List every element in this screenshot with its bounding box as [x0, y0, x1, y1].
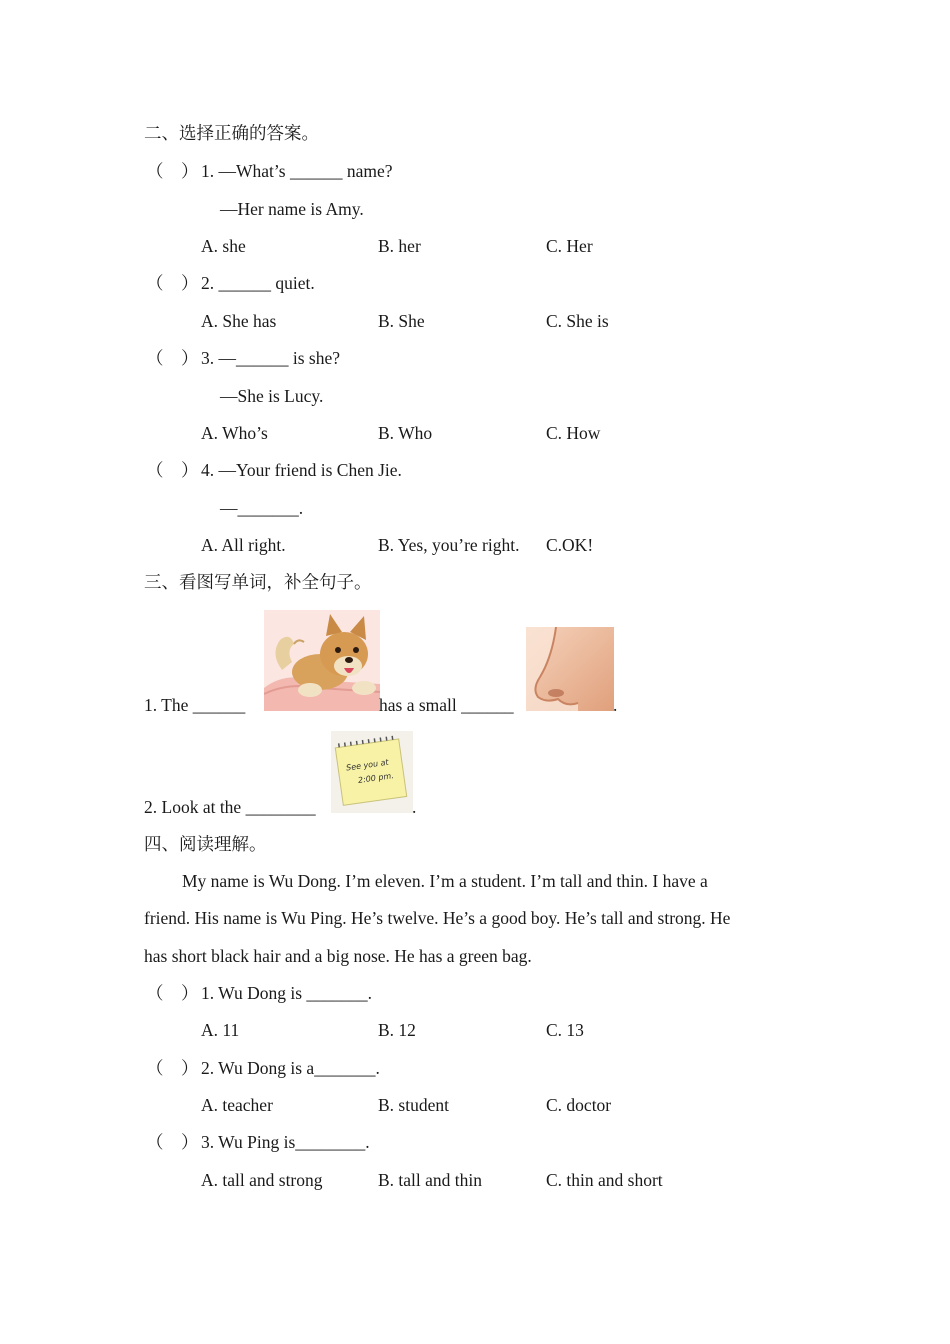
option-c: C.OK!	[546, 535, 594, 555]
option-a: A. All right.	[201, 535, 286, 555]
option-b: B. student	[378, 1095, 449, 1115]
option-c: C. She is	[546, 311, 609, 331]
question-stem: 4. —Your friend is Chen Jie.	[201, 460, 402, 480]
question-stem: 1. Wu Dong is _______.	[201, 983, 373, 1003]
answer-bracket[interactable]: （ ）	[146, 273, 199, 293]
option-b: B. her	[378, 236, 421, 256]
option-a: A. Who’s	[201, 423, 268, 443]
question-stem: 3. Wu Ping is________.	[201, 1132, 370, 1152]
nose-picture	[526, 627, 614, 711]
passage-line: has short black hair and a big nose. He has a green bag.	[144, 946, 532, 966]
answer-bracket[interactable]: （ ）	[146, 1132, 199, 1152]
question-stem: 1. —What’s ______ name?	[201, 161, 393, 181]
answer-bracket[interactable]: （ ）	[146, 161, 199, 181]
sentence-1-middle: has a small ______	[379, 695, 514, 715]
sentence-2-end: .	[412, 797, 417, 817]
option-c: C. doctor	[546, 1095, 612, 1115]
question-stem: 2. ______ quiet.	[201, 273, 315, 293]
option-a: A. teacher	[201, 1095, 273, 1115]
answer-bracket[interactable]: （ ）	[146, 460, 199, 480]
section-heading-3: 三、看图写单词，补全句子。	[144, 572, 372, 592]
option-b: B. tall and thin	[378, 1170, 483, 1190]
answer-bracket[interactable]: （ ）	[146, 983, 199, 1003]
question-stem: 2. Wu Dong is a_______.	[201, 1058, 380, 1078]
note-picture	[331, 731, 413, 813]
sentence-2-start: 2. Look at the ________	[144, 797, 316, 817]
answer-bracket[interactable]: （ ）	[146, 348, 199, 368]
option-a: A. 11	[201, 1020, 240, 1040]
section-heading-4: 四、阅读理解。	[144, 834, 267, 854]
sentence-1-end: .	[613, 695, 618, 715]
option-b: B. She	[378, 311, 425, 331]
section-heading-2: 二、选择正确的答案。	[144, 123, 319, 143]
passage-line: friend. His name is Wu Ping. He’s twelve. He’s a good boy. He’s tall and strong. He	[144, 908, 731, 928]
option-c: C. Her	[546, 236, 593, 256]
question-reply: —She is Lucy.	[220, 386, 324, 406]
question-reply: —_______.	[220, 498, 304, 518]
passage-line: My name is Wu Dong. I’m eleven. I’m a student. I’m tall and thin. I have a	[182, 871, 708, 891]
question-stem: 3. —______ is she?	[201, 348, 341, 368]
question-reply: —Her name is Amy.	[220, 199, 364, 219]
option-b: B. Yes, you’re right.	[378, 535, 520, 555]
option-c: C. How	[546, 423, 601, 443]
note-text: See you at2:00 pm.	[345, 757, 395, 785]
sentence-1-start: 1. The ______	[144, 695, 246, 715]
option-b: B. Who	[378, 423, 433, 443]
option-a: A. tall and strong	[201, 1170, 323, 1190]
option-c: C. 13	[546, 1020, 584, 1040]
dog-picture	[264, 610, 380, 711]
option-b: B. 12	[378, 1020, 416, 1040]
option-a: A. she	[201, 236, 246, 256]
answer-bracket[interactable]: （ ）	[146, 1058, 199, 1078]
option-a: A. She has	[201, 311, 277, 331]
option-c: C. thin and short	[546, 1170, 663, 1190]
